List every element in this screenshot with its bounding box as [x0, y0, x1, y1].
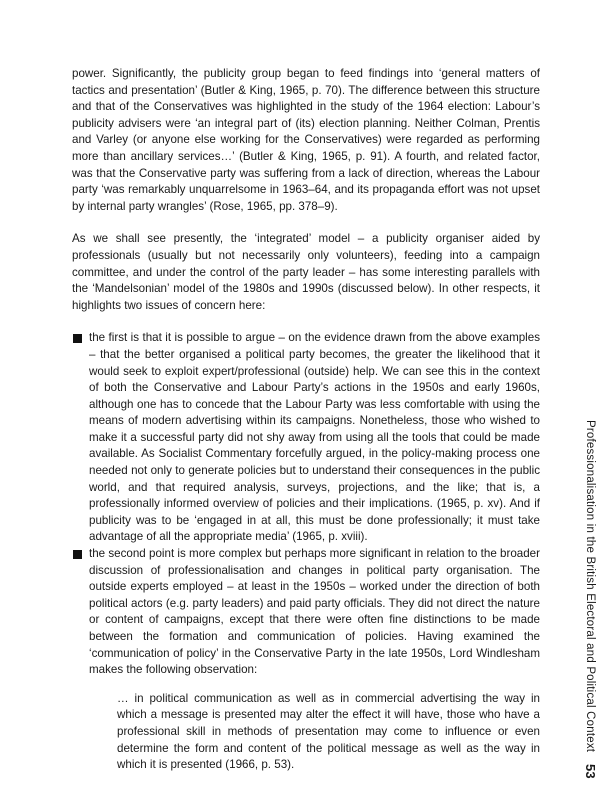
bullet-text-1: the first is that it is possible to argue – on the evidence drawn from the above examples – that the better organised a political party becomes, the greater the likelihood that it would seek to exploit expert/professional (outside) help. We can see this in the context of both the Conservative and Labour Party’s actions in the 1950s and early 1960s, although one has to concede that the Labour Party was less comfortable with using the means of modern advertising within its campaigns. Nonetheless, those who wished to make it a successful party did not shy away from using all the tools that could be made available. As Socialist Commentary forcefully argued, in the policy-making process one needed not only to generate policies but to understand their consequences in the public world, and that required analysis, surveys, projections, and the like; that is, a professionally informed overview of policies and their implications. (1965, p. xv). And if publicity was to be ‘engaged in at all, this must be done professionally; it must take advantage of all the appropriate media’ (1965, p. xviii). [89, 331, 540, 544]
paragraph-2: As we shall see presently, the ‘integrated’ model – a publicity organiser aided by professionals (usually but not necessarily only volunteers), feeding into a campaign committee, and under the control of the party leader – has some interesting parallels with the ‘Mandelsonian’ model of the 1980s and 1990s (discussed below). In other respects, it highlights two issues of concern here: [72, 232, 540, 312]
square-bullet-icon [73, 550, 82, 559]
page-number: 53 [583, 763, 598, 779]
running-head [583, 420, 598, 778]
bullet-item-2 [72, 546, 540, 774]
paragraph-1: power. Significantly, the publicity group began to feed findings into ‘general matters of tactics and presentation’ (Butler & King, 1965, p. 70). The difference between this structure and that of the Conservatives was highlighted in the study of the 1964 election: Labour’s publicity advisers were ‘an integral part of (its) election planning. Neither Colman, Prentis and Varley (or anyone else working for the Conservatives) were regarded as performing more than ancillary services…’ (Butler & King, 1965, p. 91). A fourth, and related factor, was that the Conservative party was suffering from a lack of direction, whereas the Labour party ‘was remarkably unquarrelsome in 1963–64, and its propaganda effort was not upset by internal party wrangles’ (Rose, 1965, pp. 378–9). [72, 67, 540, 213]
bullet-item-1 [72, 330, 540, 546]
square-bullet-icon [73, 334, 82, 343]
block-quote: … in political communication as well as in commercial advertising the way in which a message is presented may alter the effect it will have, those who have a professional skill in methods of presentation may come to influence or even determine the form and content of the political message as well as the way in which it is presented (1966, p. 53). [117, 691, 540, 772]
bullet-text-2: the second point is more complex but perhaps more significant in relation to the broader discussion of professionalisation and changes in political party organisation. The outside experts employed – at least in the 1950s – worked under the direction of both political actors (e.g. party leaders) and paid party officials. They did not direct the nature or content of campaigns, except that there were often fine distinctions to be made between the formation and communication of policies. Having examined the ‘communication of policy’ in the Conservative Party in the late 1950s, Lord Windlesham makes the following observation: [89, 547, 540, 677]
bullet-list [72, 330, 540, 773]
running-head-title: Professionalisation in the British Electoral and Political Context [584, 420, 596, 753]
body-text [72, 66, 540, 774]
